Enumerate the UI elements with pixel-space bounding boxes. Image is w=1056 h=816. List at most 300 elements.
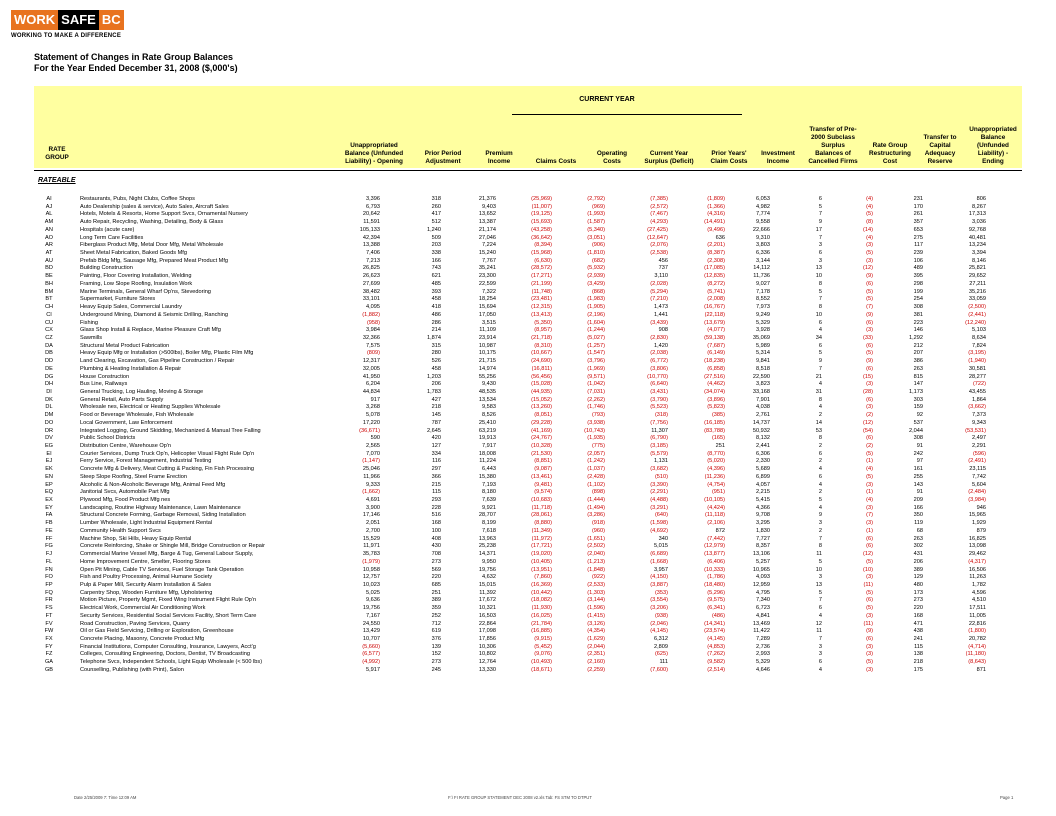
- rate-group-code: CX: [45, 327, 53, 334]
- table-cell: 357: [913, 219, 923, 226]
- table-cell: 31: [815, 388, 822, 395]
- table-row: [34, 667, 1022, 675]
- table-cell: 10,958: [362, 566, 380, 573]
- table-cell: (5,660): [362, 643, 380, 650]
- rate-group-code: AI: [46, 196, 52, 202]
- table-cell: (17,271): [531, 273, 552, 280]
- table-cell: (11): [863, 581, 873, 588]
- table-cell: (18,082): [531, 597, 552, 604]
- table-cell: 389: [431, 597, 441, 604]
- rate-group-code: FE: [45, 527, 53, 534]
- table-cell: (1,662): [362, 489, 380, 496]
- rate-group-code: DG: [44, 373, 54, 380]
- table-row: [34, 404, 1022, 412]
- table-cell: 308: [913, 435, 923, 442]
- footer-date: Date 2/25/2009 7: Time 12:09 AM: [74, 795, 137, 800]
- table-cell: 8: [818, 396, 822, 403]
- table-cell: 11,736: [753, 273, 770, 280]
- table-cell: (1,547): [587, 350, 605, 357]
- table-row: [34, 281, 1022, 289]
- table-cell: 489: [913, 265, 923, 272]
- table-cell: (5,027): [587, 334, 605, 341]
- table-cell: (3,887): [650, 581, 668, 588]
- rate-group-code: FW: [44, 628, 54, 635]
- table-cell: (8): [866, 219, 873, 226]
- table-cell: 9,636: [366, 597, 380, 604]
- table-cell: (3): [866, 651, 873, 658]
- table-cell: 27,699: [362, 280, 380, 287]
- table-cell: (8,957): [534, 327, 552, 334]
- table-cell: 13: [815, 265, 822, 272]
- table-cell: 68: [916, 527, 923, 534]
- col-surplus-header: Current Year Surplus (Deficit): [644, 150, 694, 165]
- rate-group-code: DR: [44, 427, 54, 434]
- table-cell: 456: [658, 257, 668, 264]
- table-cell: 152: [431, 651, 441, 658]
- table-cell: 12,757: [362, 574, 380, 581]
- table-cell: 9,249: [756, 311, 770, 318]
- table-cell: 6: [818, 342, 822, 349]
- current-year-label: CURRENT YEAR: [579, 96, 635, 103]
- table-cell: (2,500): [968, 304, 986, 311]
- table-cell: 17,146: [362, 512, 380, 519]
- table-cell: (2,076): [650, 242, 668, 249]
- table-cell: (23,574): [704, 628, 725, 635]
- table-cell: 286: [431, 319, 441, 326]
- table-cell: 116: [432, 458, 441, 465]
- rate-group-code: CZ: [45, 334, 53, 341]
- table-cell: 13,106: [752, 551, 770, 558]
- table-cell: (1,940): [968, 358, 986, 365]
- rate-group-code: AJ: [45, 203, 53, 210]
- rate-group-code: EQ: [44, 489, 54, 496]
- table-cell: 4,841: [756, 612, 770, 619]
- table-cell: 4,510: [972, 597, 986, 604]
- table-cell: (2,572): [650, 203, 668, 210]
- table-cell: 386: [913, 358, 923, 365]
- table-cell: 636: [715, 234, 725, 241]
- table-cell: 10,707: [362, 635, 380, 642]
- table-cell: (1,596): [587, 605, 605, 612]
- report-title: [34, 52, 238, 74]
- table-cell: 220: [913, 605, 923, 612]
- table-row: [34, 644, 1022, 652]
- table-cell: 139: [431, 643, 441, 650]
- table-cell: (1,809): [707, 196, 725, 202]
- table-cell: 11,109: [479, 327, 496, 334]
- table-cell: 4: [818, 466, 822, 473]
- rate-group-code: DB: [45, 350, 53, 357]
- table-cell: 359: [431, 605, 441, 612]
- table-cell: 471: [913, 620, 923, 627]
- table-cell: 512: [431, 219, 441, 226]
- table-cell: (59,138): [704, 334, 725, 341]
- table-cell: 2,645: [427, 427, 441, 434]
- table-cell: 743: [431, 265, 441, 272]
- table-cell: 3,110: [654, 273, 668, 280]
- table-cell: (958): [366, 319, 380, 326]
- table-cell: 1,173: [909, 388, 923, 395]
- table-cell: (5): [866, 250, 873, 257]
- table-cell: 4,596: [972, 589, 986, 596]
- table-cell: 1,441: [654, 311, 668, 318]
- table-cell: (2,792): [587, 196, 605, 202]
- rate-group-code: FT: [45, 612, 53, 619]
- table-cell: (2,057): [587, 450, 605, 457]
- table-cell: 9,708: [756, 512, 770, 519]
- table-cell: (6,772): [650, 358, 668, 365]
- table-cell: 9,310: [756, 234, 770, 241]
- table-cell: 23,115: [969, 466, 986, 473]
- rate-group-description: Steep Slope Roofing, Steel Frame Erection: [80, 473, 187, 480]
- table-cell: (6): [866, 535, 873, 542]
- table-cell: 18,254: [478, 296, 496, 303]
- table-row: [34, 528, 1022, 536]
- rate-group-description: Security Services, Residential Social Services Facility, Short Term Care: [80, 612, 257, 619]
- table-cell: 438: [913, 628, 923, 635]
- table-cell: 5: [818, 497, 822, 504]
- table-cell: (9,915): [534, 635, 552, 642]
- table-cell: 9,333: [366, 481, 380, 488]
- rate-group-header: RATE GROUP: [45, 146, 69, 161]
- table-row: [34, 621, 1022, 629]
- table-cell: 5,257: [756, 558, 770, 565]
- table-cell: 6: [818, 605, 822, 612]
- table-cell: (1,810): [587, 250, 605, 257]
- table-cell: 9,921: [482, 504, 496, 511]
- table-row: [34, 242, 1022, 250]
- table-cell: (3): [866, 381, 873, 388]
- table-cell: (10,667): [531, 350, 552, 357]
- table-cell: (41,169): [531, 427, 552, 434]
- col-operating-header: Operating Costs: [596, 150, 628, 165]
- table-cell: 8,518: [756, 365, 770, 372]
- table-cell: (16,025): [531, 612, 552, 619]
- table-cell: (56,456): [531, 373, 552, 380]
- table-cell: (960): [591, 527, 605, 534]
- table-cell: 5: [818, 288, 822, 295]
- table-cell: 40,481: [968, 234, 986, 241]
- table-cell: (9,571): [587, 373, 605, 380]
- table-cell: 92,768: [968, 226, 986, 233]
- table-cell: (8,051): [534, 412, 552, 419]
- table-cell: (2,160): [587, 659, 605, 666]
- table-cell: 5,917: [366, 666, 380, 673]
- table-cell: (18,480): [704, 581, 725, 588]
- table-cell: 17,050: [478, 311, 496, 318]
- table-cell: (3,554): [650, 597, 668, 604]
- rate-group-description: Restaurants, Pubs, Night Clubs, Coffee Shops: [80, 196, 195, 202]
- table-cell: (4,396): [707, 466, 725, 473]
- table-cell: (9): [866, 358, 873, 365]
- rate-group-description: Bus Line, Railways: [80, 381, 128, 388]
- table-cell: 255: [913, 473, 923, 480]
- table-row: [34, 358, 1022, 366]
- table-cell: 4: [818, 504, 822, 511]
- rate-group-description: Sawmills: [80, 334, 103, 341]
- table-cell: (5): [866, 211, 873, 218]
- table-row: [34, 443, 1022, 451]
- table-cell: 11,005: [969, 612, 986, 619]
- table-row: [34, 628, 1022, 636]
- rate-group-description: Heavy Equip Mfg or Installation (>500lbs), Boiler Mfg, Plastic Film Mfg: [80, 350, 254, 357]
- table-cell: 15,965: [968, 512, 986, 519]
- table-cell: (11,349): [531, 527, 552, 534]
- rate-group-description: Supermarket, Furniture Stores: [80, 296, 156, 303]
- table-cell: (486): [711, 612, 725, 619]
- rate-group-description: Structural Concrete Forming, Garbage Removal, Siding Installation: [80, 512, 246, 519]
- table-cell: (2,484): [968, 489, 986, 496]
- table-cell: 11,307: [651, 427, 668, 434]
- rate-group-description: Colleges, Consulting Engineering, Doctors, Dentist, TV Broadcasting: [80, 651, 250, 658]
- rate-group-code: FS: [45, 605, 53, 612]
- table-cell: 35,783: [362, 551, 380, 558]
- logo-bc: BC: [99, 10, 124, 30]
- table-cell: (1,147): [362, 458, 380, 465]
- table-cell: (3,429): [587, 280, 605, 287]
- table-cell: 2: [818, 443, 822, 449]
- table-cell: 63,219: [478, 427, 496, 434]
- table-cell: 3,823: [756, 381, 770, 388]
- table-cell: 8: [818, 280, 822, 287]
- table-cell: (1,983): [587, 296, 605, 303]
- table-cell: (11,180): [965, 651, 986, 658]
- rate-group-description: Auto Repair, Recycling, Washing, Detailing, Body & Glass: [80, 219, 224, 226]
- header-divider: [34, 170, 1022, 171]
- table-cell: (18,671): [531, 666, 552, 673]
- table-cell: 7: [818, 597, 822, 604]
- table-row: [34, 343, 1022, 351]
- table-cell: (8,880): [534, 520, 552, 527]
- rate-group-description: Public School Districts: [80, 435, 136, 442]
- table-cell: 9,841: [756, 358, 770, 365]
- rate-group-code: EI: [46, 450, 52, 457]
- table-cell: 27,046: [478, 234, 496, 241]
- rate-group-code: DI: [46, 388, 52, 395]
- table-cell: (3): [866, 574, 873, 581]
- table-cell: (922): [591, 574, 605, 581]
- table-cell: (10,328): [531, 443, 552, 449]
- table-cell: (13,951): [531, 566, 552, 573]
- table-cell: 30,581: [968, 365, 986, 372]
- table-cell: 2,993: [756, 651, 770, 658]
- table-cell: (4,488): [650, 497, 668, 504]
- table-cell: 115: [432, 489, 441, 496]
- table-cell: (3): [866, 520, 873, 527]
- table-cell: 2: [818, 489, 822, 496]
- table-cell: (809): [366, 350, 380, 357]
- table-cell: 5,329: [756, 319, 770, 326]
- rate-group-description: Concrete Placing, Masonry, Concrete Product Mfg: [80, 635, 205, 642]
- table-cell: (12,835): [704, 273, 725, 280]
- table-cell: 168: [431, 520, 441, 527]
- col-opening-header: Unappropriated Balance (Unfunded Liability) - Opening: [344, 142, 404, 165]
- table-cell: (1,905): [587, 304, 605, 311]
- table-row: [34, 227, 1022, 235]
- table-cell: (722): [972, 381, 986, 388]
- col-investment-header: Investment Income: [761, 150, 795, 165]
- table-cell: 28,277: [968, 373, 986, 380]
- table-cell: 28,707: [478, 512, 496, 519]
- report-title-line1: Statement of Changes in Rate Group Balances: [34, 52, 234, 62]
- table-cell: 7,742: [972, 473, 986, 480]
- table-cell: (2,262): [587, 396, 605, 403]
- rate-group-code: FN: [45, 566, 53, 573]
- table-cell: (4): [866, 203, 873, 210]
- table-cell: 427: [431, 396, 441, 403]
- table-cell: (6,149): [707, 350, 725, 357]
- rate-group-description: Plumbing & Heating Installation & Repair: [80, 365, 182, 372]
- table-cell: (6,858): [707, 365, 725, 372]
- table-cell: 17: [815, 226, 822, 233]
- table-row: [34, 543, 1022, 551]
- table-cell: 8,267: [972, 203, 986, 210]
- table-cell: (3,291): [650, 504, 668, 511]
- table-cell: 21: [815, 373, 822, 380]
- rate-group-code: FO: [45, 574, 53, 581]
- table-cell: (10,405): [531, 558, 552, 565]
- table-cell: (6): [866, 543, 873, 550]
- worksafebc-logo: [11, 10, 124, 39]
- table-cell: 14,974: [478, 365, 496, 372]
- table-cell: 32,005: [362, 365, 380, 372]
- table-cell: 9,558: [756, 219, 770, 226]
- table-row: [34, 397, 1022, 405]
- rate-group-description: Landscaping, Routine Highway Maintenance, Lawn Maintenance: [80, 504, 241, 511]
- table-cell: 13,469: [752, 620, 770, 627]
- table-cell: (4,145): [650, 628, 668, 635]
- rate-group-code: AL: [45, 211, 53, 218]
- table-cell: 872: [715, 527, 725, 534]
- table-cell: 2,215: [756, 489, 770, 496]
- rate-group-description: Counselling, Publishing (with Print), Salon: [80, 666, 184, 673]
- table-cell: 6,204: [366, 381, 380, 388]
- table-cell: 6,306: [756, 450, 770, 457]
- table-cell: 338: [431, 250, 441, 257]
- table-cell: 621: [431, 273, 441, 280]
- table-cell: 6,793: [366, 203, 380, 210]
- table-cell: 9: [818, 358, 822, 365]
- table-cell: (10): [863, 566, 873, 573]
- table-cell: 708: [431, 551, 441, 558]
- table-cell: (2,201): [707, 242, 725, 249]
- table-cell: 138: [913, 651, 923, 658]
- rate-group-description: Hotels, Motels & Resorts, Home Support Svcs, Ornamental Nursery: [80, 211, 248, 218]
- table-cell: 170: [913, 203, 923, 210]
- table-cell: 10,175: [478, 350, 496, 357]
- footer-file: F:\ FI RATE GROUP STATEMENT DEC 2008 v2.xls Tab: FS STM TO DTPUT: [448, 795, 592, 800]
- table-cell: 231: [913, 196, 923, 202]
- table-cell: (7,442): [707, 535, 725, 542]
- table-cell: 22,816: [968, 620, 986, 627]
- table-cell: 48,535: [478, 388, 496, 395]
- table-cell: 3,144: [756, 257, 770, 264]
- table-cell: (11,748): [531, 288, 552, 295]
- table-cell: 35,069: [752, 334, 770, 341]
- current-year-underline: [512, 114, 742, 115]
- table-cell: 3,295: [756, 520, 770, 527]
- table-cell: 17,672: [478, 597, 496, 604]
- table-row: [34, 296, 1022, 304]
- rate-group-description: Fish and Poultry Processing, Animal Humane Society: [80, 574, 213, 581]
- rate-group-description: Commercial Marine Vessel Mfg, Barge & Tug, General Labour Supply,: [80, 551, 254, 558]
- table-cell: 381: [913, 311, 923, 318]
- table-cell: (11,007): [531, 203, 552, 210]
- table-cell: (3): [866, 481, 873, 488]
- table-cell: (13,461): [531, 473, 552, 480]
- table-cell: 417: [431, 211, 441, 218]
- table-cell: 251: [715, 443, 725, 449]
- rate-group-code: EG: [44, 443, 54, 449]
- rate-group-code: FY: [45, 643, 53, 650]
- table-cell: (15,028): [531, 381, 552, 388]
- rate-group-description: Carpentry Shop, Wooden Furniture Mfg, Upholstering: [80, 589, 213, 596]
- table-cell: 23,914: [478, 334, 496, 341]
- table-cell: 14,112: [753, 265, 770, 272]
- table-cell: (7,210): [650, 296, 668, 303]
- table-cell: 12,317: [362, 358, 380, 365]
- table-cell: 25,410: [478, 419, 496, 426]
- table-cell: (2,830): [650, 334, 668, 341]
- table-cell: (3,051): [587, 234, 605, 241]
- table-cell: 6,053: [756, 196, 770, 202]
- table-cell: 7: [818, 635, 822, 642]
- table-cell: 10: [815, 566, 822, 573]
- table-cell: (27,425): [647, 226, 668, 233]
- table-cell: 8,552: [756, 296, 770, 303]
- rate-group-description: Ferry Service, Forest Management, Industrial Testing: [80, 458, 212, 465]
- table-cell: (640): [654, 512, 668, 519]
- table-cell: 11: [816, 628, 822, 635]
- rate-group-description: Motion Picture, Property Mgmt, Fixed Wing Instrument Flight Rule Op'n: [80, 597, 257, 604]
- table-cell: 787: [431, 419, 441, 426]
- table-cell: (10,743): [584, 427, 605, 434]
- table-cell: (9,574): [534, 489, 552, 496]
- table-cell: 5,604: [972, 481, 986, 488]
- table-cell: (2,428): [587, 473, 605, 480]
- table-cell: 11,263: [969, 574, 986, 581]
- table-cell: (165): [711, 435, 725, 442]
- table-row: [34, 273, 1022, 281]
- table-cell: 11,971: [363, 543, 380, 550]
- table-row: [34, 482, 1022, 490]
- table-cell: 100: [431, 527, 441, 534]
- table-cell: 19,756: [362, 605, 380, 612]
- table-cell: (6,406): [707, 558, 725, 565]
- table-row: [34, 574, 1022, 582]
- table-row: [34, 651, 1022, 659]
- table-cell: (9,481): [534, 481, 552, 488]
- table-cell: 214: [431, 327, 441, 334]
- table-cell: 35,216: [968, 288, 986, 295]
- table-cell: 53: [815, 427, 822, 434]
- table-cell: 111: [659, 659, 668, 666]
- table-cell: 5,689: [756, 466, 770, 473]
- table-cell: 10: [815, 273, 822, 280]
- table-cell: 22,864: [478, 620, 496, 627]
- table-cell: (5): [866, 450, 873, 457]
- table-cell: 161: [913, 466, 923, 473]
- rate-group-code: EX: [45, 497, 53, 504]
- table-cell: (3,185): [650, 443, 668, 449]
- table-cell: 8,357: [756, 543, 770, 550]
- table-cell: (13,413): [531, 311, 552, 318]
- table-cell: (16,185): [704, 419, 725, 426]
- rate-group-description: Home Improvement Centre, Smelter, Flooring Stores: [80, 558, 211, 565]
- table-cell: 10,965: [752, 566, 770, 573]
- table-cell: (1,494): [587, 504, 605, 511]
- rate-group-description: Wholesale nes, Electrical or Heating Supplies Wholesale: [80, 404, 221, 411]
